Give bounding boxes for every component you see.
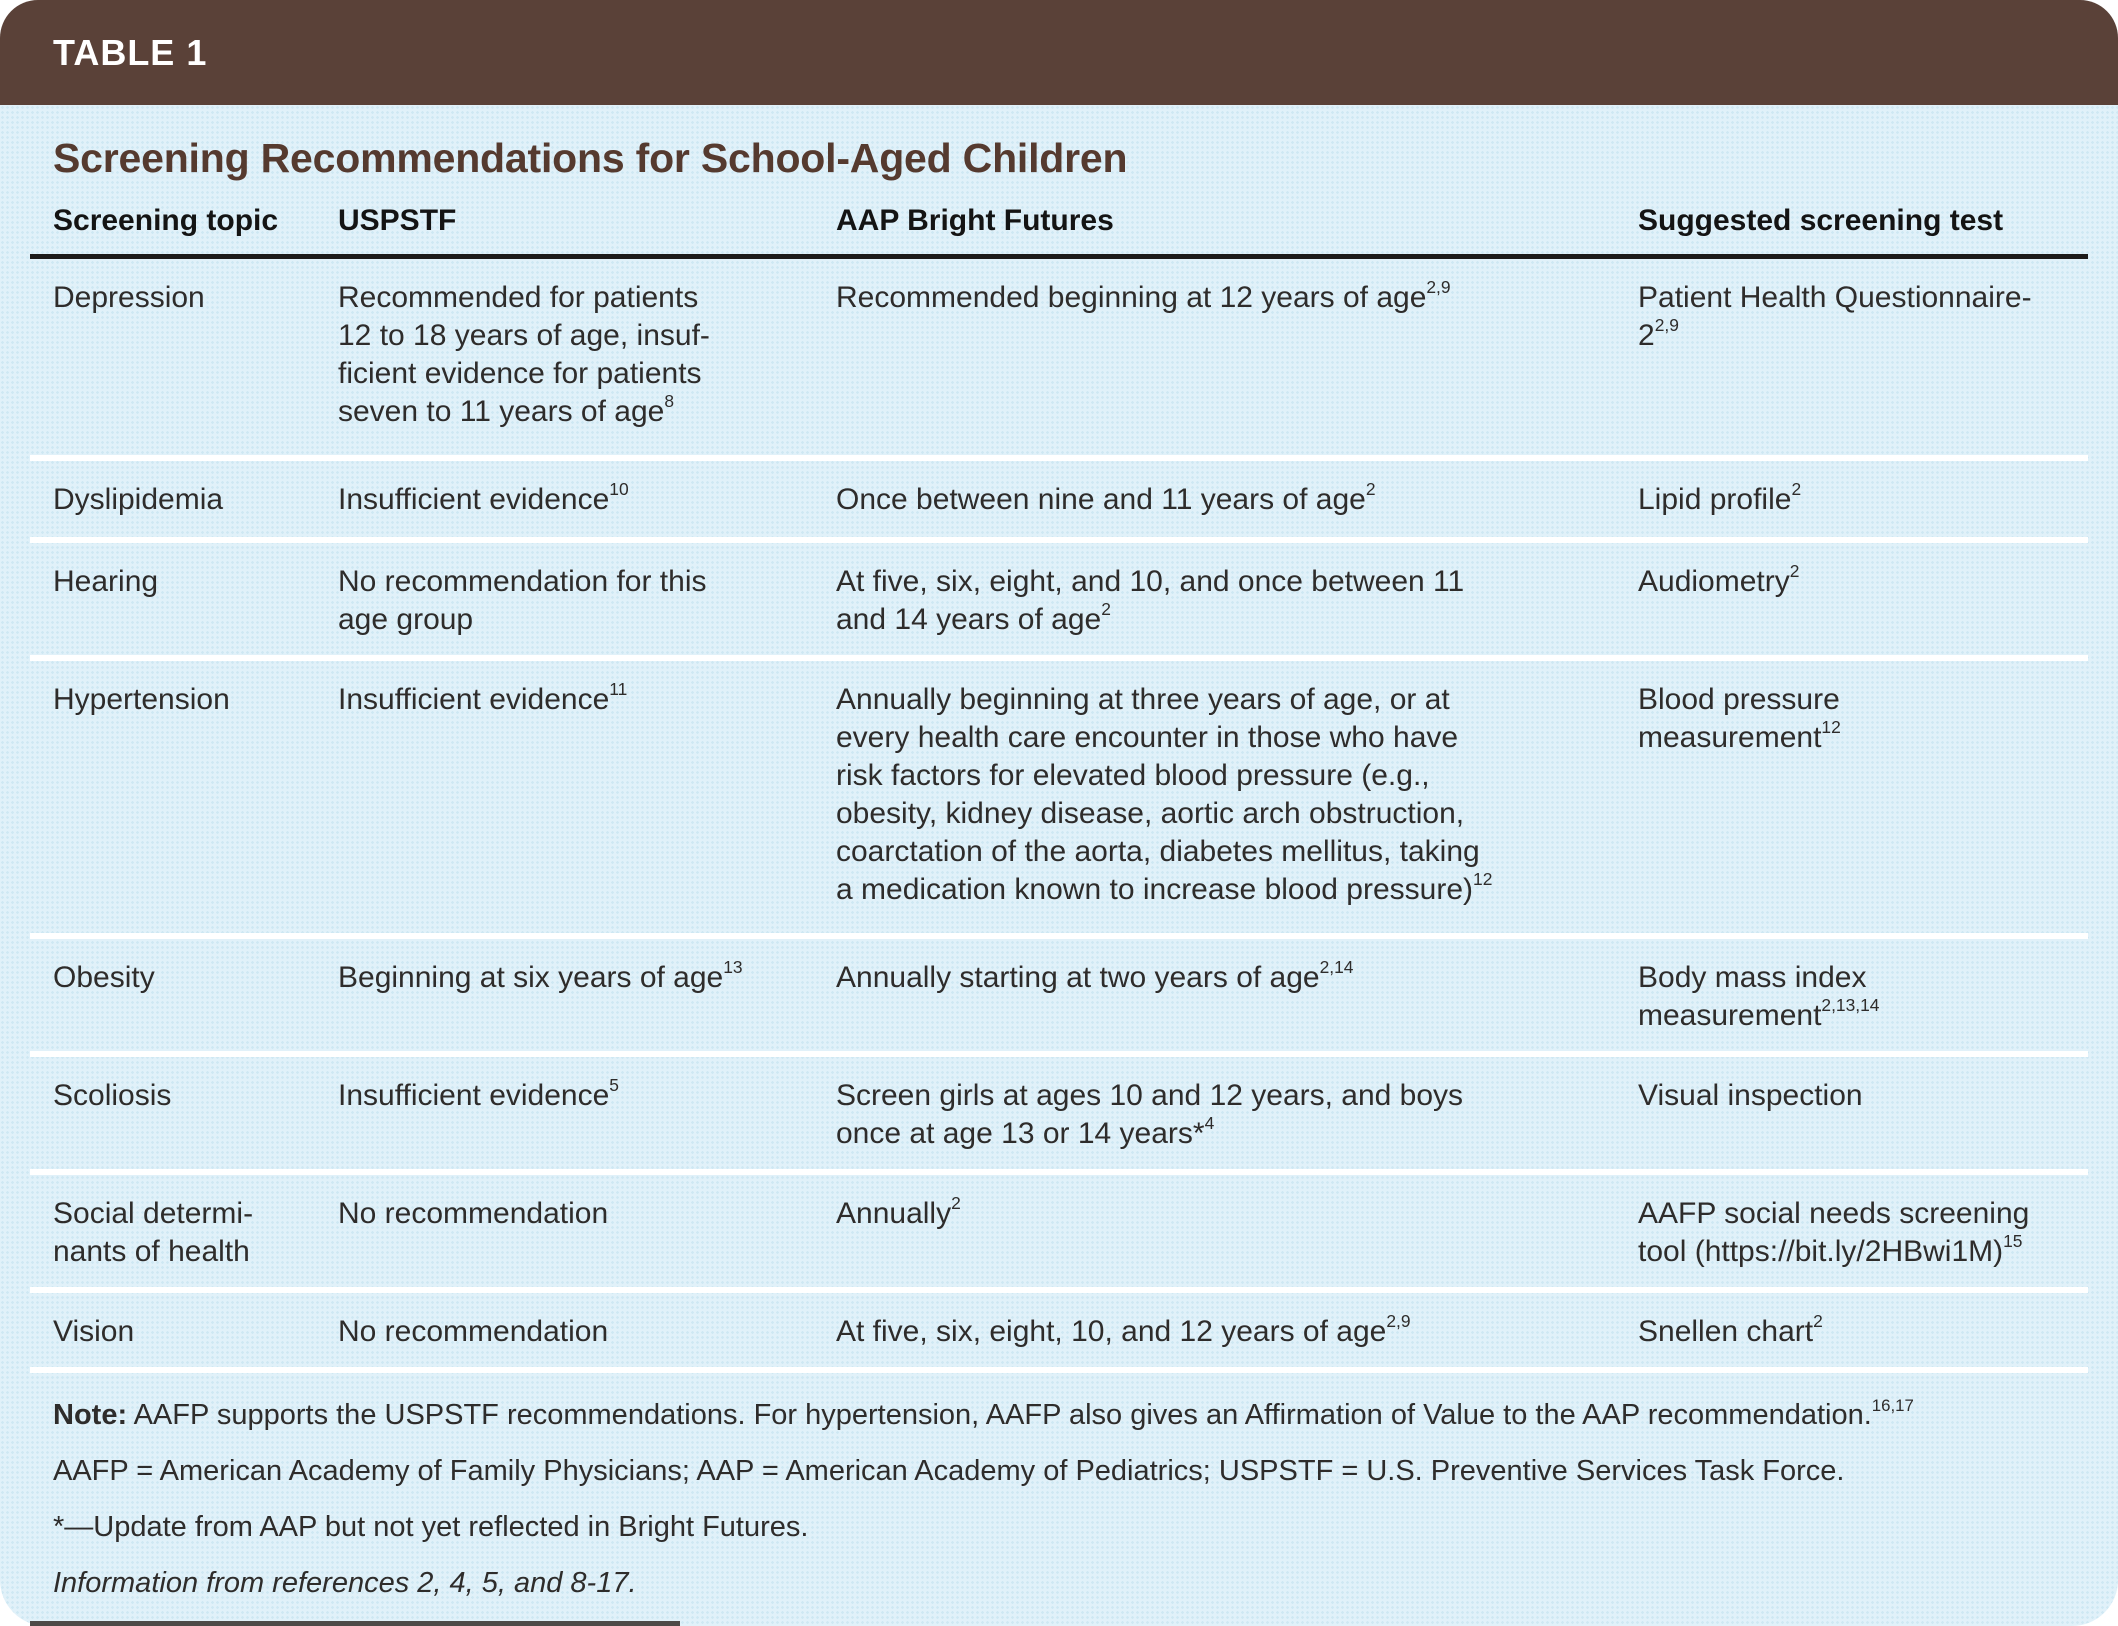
- reference-superscript: 12: [1821, 717, 1841, 738]
- reference-superscript: 2,14: [1319, 957, 1354, 978]
- reference-superscript: 12: [1473, 869, 1493, 890]
- table-footnotes: [30, 1373, 2088, 1602]
- topic-cell: Social determinants of health: [53, 1197, 254, 1268]
- reference-superscript: 2: [1813, 1311, 1823, 1332]
- test-cell: Audiometry$^2$: [1638, 561, 1800, 598]
- test-cell: Blood pressure measurement$^{12}$: [1638, 683, 1841, 754]
- table-rows: [30, 259, 2088, 1373]
- column-header-uspstf: USPSTF: [338, 204, 457, 237]
- reference-superscript: 11: [609, 679, 628, 700]
- reference-superscript: 2: [1791, 479, 1802, 500]
- uspstf-cell: No recommendation for this age group: [338, 565, 707, 636]
- uspstf-cell: Insufficient evidence$^{11}$: [338, 679, 628, 716]
- aap-cell: Screen girls at ages 10 and 12 years, and boys once at age 13 or 14 years*$^4$: [836, 1079, 1464, 1150]
- uspstf-cell: Insufficient evidence$^5$: [338, 1075, 619, 1112]
- test-cell: Body mass index measurement$^{2,13,14}$: [1638, 961, 1880, 1032]
- column-header-screening-topic: Screening topic: [53, 204, 279, 237]
- reference-superscript: 2,9: [1426, 277, 1451, 298]
- topic-cell: Vision: [53, 1315, 135, 1348]
- table-row-hypertension: [30, 661, 2088, 933]
- table-body: [0, 105, 2118, 1626]
- reference-superscript: 13: [723, 957, 743, 978]
- topic-cell: Obesity: [53, 961, 155, 994]
- reference-superscript: 2: [951, 1193, 961, 1214]
- topic-cell: Hypertension: [53, 683, 230, 716]
- aap-cell: Once between nine and 11 years of age$^2$: [836, 479, 1376, 516]
- column-header-aap-bright-futures: AAP Bright Futures: [836, 204, 1114, 237]
- topic-cell: Depression: [53, 281, 205, 314]
- reference-superscript: 2: [1789, 561, 1800, 582]
- topic-cell: Dyslipidemia: [53, 483, 224, 516]
- reference-superscript: 2: [1365, 479, 1376, 500]
- table-header-bar: [0, 0, 2118, 105]
- uspstf-cell: Beginning at six years of age$^{13}$: [338, 957, 743, 994]
- reference-superscript: 8: [664, 391, 674, 412]
- asterisk-footnote-line: *—Update from AAP but not yet reflected in Bright Futures.: [53, 1511, 809, 1543]
- test-cell: Lipid profile$^2$: [1638, 479, 1802, 516]
- aap-cell: Annually beginning at three years of age, or at every health care encounter in those who have risk factors for elevated blood pressure (e.g., obesity, kidney disease, aortic arch obstruction, coarctation of the aorta, diabetes mellitus, taking a medication known to increase blood pressure)$^{12}$: [836, 683, 1493, 906]
- uspstf-cell: No recommendation: [338, 1197, 609, 1230]
- test-cell: Patient Health Questionnaire-2$^{2,9}$: [1638, 281, 2032, 352]
- table-title: Screening Recommendations for School-Aged Children: [53, 135, 1128, 181]
- test-cell: Visual inspection: [1638, 1079, 1863, 1112]
- reference-superscript: 4: [1204, 1113, 1215, 1134]
- test-cell: Snellen chart$^2$: [1638, 1311, 1823, 1348]
- topic-cell: Hearing: [53, 565, 159, 598]
- reference-superscript: 2,9: [1386, 1311, 1411, 1332]
- aap-cell: At five, six, eight, 10, and 12 years of age$^{2,9}$: [836, 1311, 1411, 1348]
- aap-cell: At five, six, eight, and 10, and once between 11 and 14 years of age$^2$: [836, 565, 1465, 636]
- reference-superscript: 2: [1101, 599, 1111, 620]
- table-row-vision: [30, 1293, 2088, 1367]
- column-header-suggested-screening-test: Suggested screening test: [1638, 204, 2004, 237]
- reference-superscript: 10: [609, 479, 629, 500]
- abbreviations-line: AAFP = American Academy of Family Physicians; AAP = American Academy of Pediatrics; USPSTF = U.S. Preventive Services Task Force.: [53, 1455, 1845, 1487]
- table-label: TABLE 1: [53, 31, 208, 73]
- reference-superscript: 16,17: [1871, 1395, 1914, 1415]
- aap-cell: Annually starting at two years of age$^{2,14}$: [836, 957, 1354, 994]
- reference-superscript: 5: [609, 1075, 619, 1096]
- table-row-depression: [30, 259, 2088, 455]
- table-row-dyslipidemia: [30, 461, 2088, 537]
- table-row-social-determinants: [30, 1175, 2088, 1287]
- table-row-obesity: [30, 939, 2088, 1051]
- note-label: Note:: [53, 1399, 128, 1431]
- source-line: Information from references 2, 4, 5, and 8-17.: [53, 1567, 637, 1599]
- aap-cell: Annually$^2$: [836, 1193, 961, 1230]
- aap-cell: Recommended beginning at 12 years of age$^{2,9}$: [836, 277, 1451, 314]
- column-header-row: [30, 204, 2088, 238]
- reference-superscript: 15: [2003, 1231, 2023, 1252]
- table-row-scoliosis: [30, 1057, 2088, 1169]
- uspstf-cell: Insufficient evidence$^{10}$: [338, 479, 629, 516]
- topic-cell: Scoliosis: [53, 1079, 172, 1112]
- reference-superscript: 2,9: [1654, 315, 1679, 336]
- test-cell: AAFP social needs screening tool (https://bit.ly/2HBwi1M)$^{15}$: [1638, 1197, 2030, 1268]
- uspstf-cell: Recommended for patients 12 to 18 years of age, insufficient evidence for patients seven to 11 years of age$^8$: [338, 281, 710, 428]
- note-line: Note: AAFP supports the USPSTF recommendations. For hypertension, AAFP also gives an Affirmation of Value to the AAP recommendation.$^{16,17}$: [53, 1395, 1914, 1431]
- table-row-hearing: [30, 543, 2088, 655]
- uspstf-cell: No recommendation: [338, 1315, 609, 1348]
- bottom-edge-line: [30, 1621, 680, 1626]
- reference-superscript: 2,13,14: [1821, 995, 1880, 1016]
